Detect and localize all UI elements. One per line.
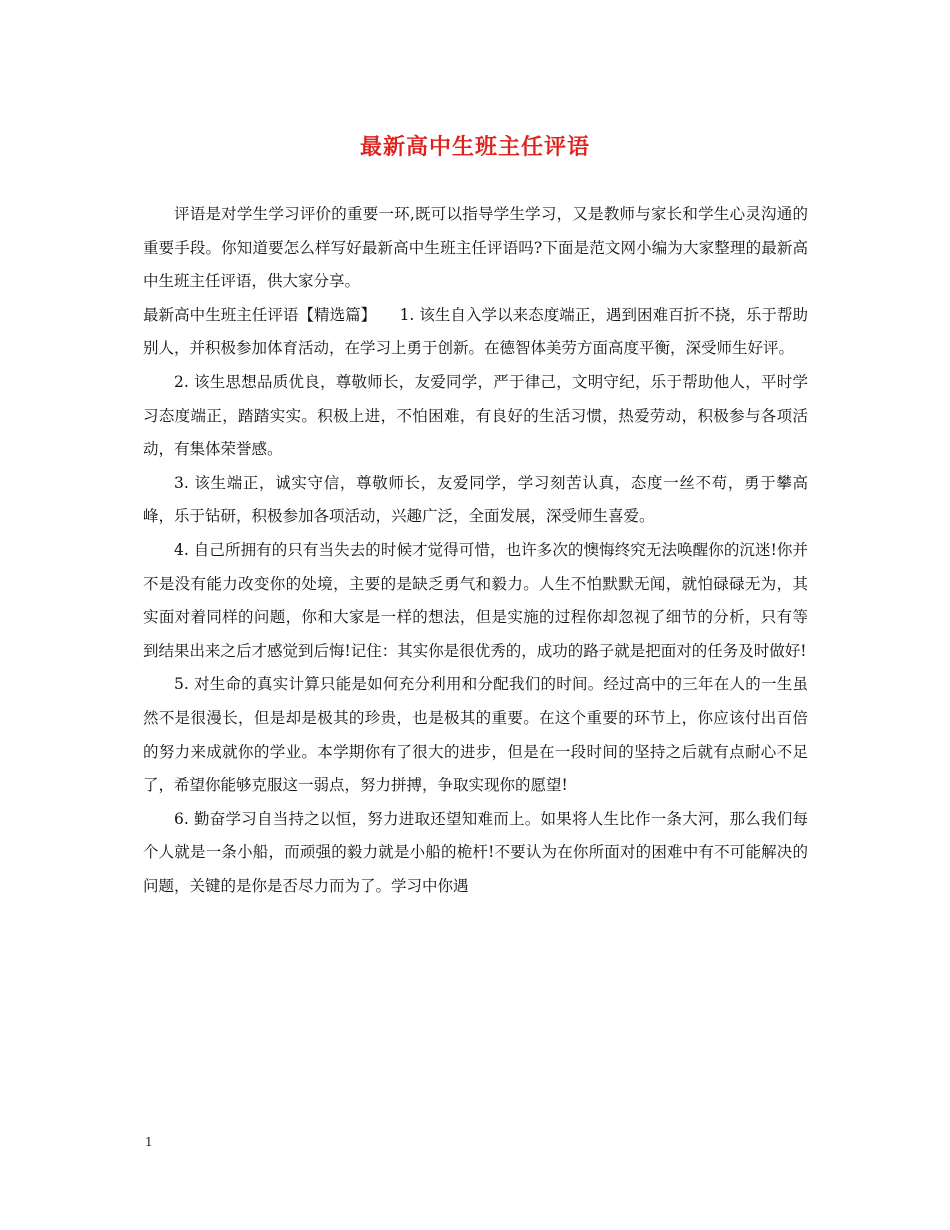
paragraph-6: 6. 勤奋学习自当持之以恒，努力进取还望知难而上。如果将人生比作一条大河，那么我们每个人就是一条小船，而顽强的毅力就是小船的桅杆!不要认为在你所面对的困难中有不可能解决的问题，关键的是你是否尽力而为了。学习中你遇 (143, 809, 808, 895)
paragraph-intro: 评语是对学生学习评价的重要一环,既可以指导学生学习，又是教师与家长和学生心灵沟通的重要手段。你知道要怎么样写好最新高中生班主任评语吗?下面是范文网小编为大家整理的最新高中生班主任评语，供大家分享。 (143, 205, 808, 291)
page-number: 1 (145, 1135, 153, 1149)
paragraph-1: 最新高中生班主任评语【精选篇】 1. 该生自入学以来态度端正，遇到困难百折不挠，乐于帮助别人，并积极参加体育活动，在学习上勇于创新。在德智体美劳方面高度平衡，深受师生好评。 (143, 305, 809, 358)
document-body (143, 198, 808, 903)
paragraph-3: 3. 该生端正，诚实守信，尊敬师长，友爱同学，学习刻苦认真，态度一丝不苟，勇于攀高峰，乐于钻研，积极参加各项活动，兴趣广泛，全面发展，深受师生喜爱。 (143, 473, 808, 526)
paragraph-2: 2. 该生思想品质优良，尊敬师长，友爱同学，严于律己，文明守纪，乐于帮助他人，平时学习态度端正，踏踏实实。积极上进，不怕困难，有良好的生活习惯，热爱劳动，积极参与各项活动，有集体荣誉感。 (143, 372, 808, 459)
document-title: 最新高中生班主任评语 (359, 134, 590, 160)
paragraph-5: 5. 对生命的真实计算只能是如何充分利用和分配我们的时间。经过高中的三年在人的一生虽然不是很漫长，但是却是极其的珍贵，也是极其的重要。在这个重要的环节上，你应该付出百倍的努力来成就你的学业。本学期你有了很大的进步，但是在一段时间的坚持之后就有点耐心不足了，希望你能够克服这一弱点，努力拼搏，争取实现你的愿望! (143, 675, 808, 795)
paragraph-4: 4. 自己所拥有的只有当失去的时候才觉得可惜，也许多次的懊悔终究无法唤醒你的沉迷!你并不是没有能力改变你的处境，主要的是缺乏勇气和毅力。人生不怕默默无闻，就怕碌碌无为，其实面对着同样的问题，你和大家是一样的想法，但是实施的过程你却忽视了细节的分析，只有等到结果出来之后才感觉到后悔!记住：其实你是很优秀的，成功的路子就是把面对的任务及时做好! (143, 540, 808, 660)
